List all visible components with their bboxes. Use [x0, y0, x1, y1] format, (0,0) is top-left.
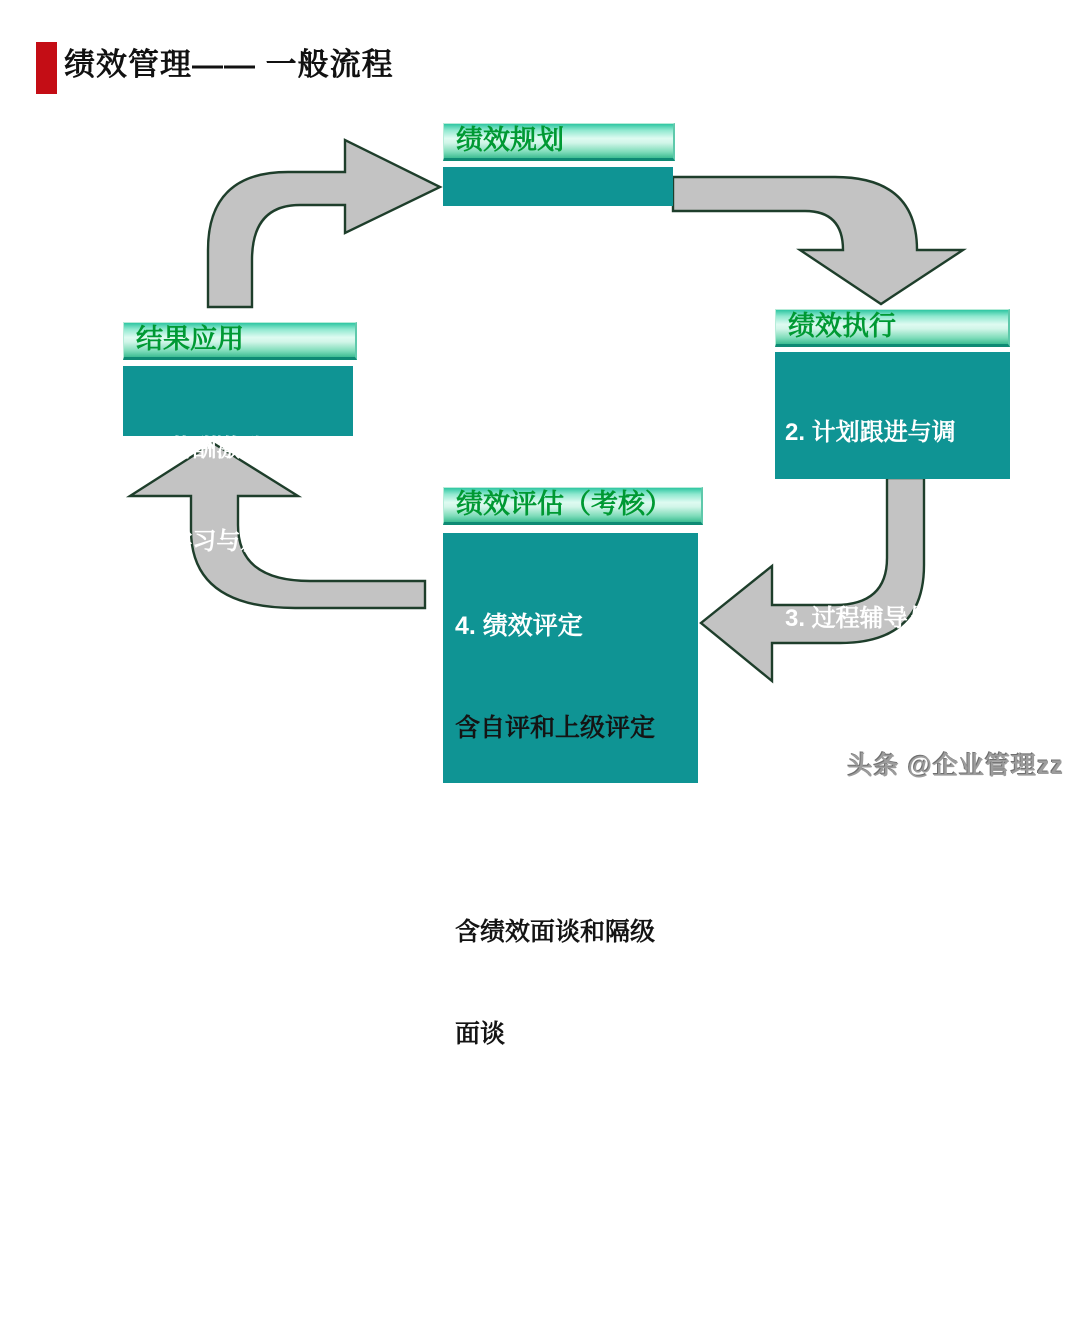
result-box-header: 结果应用 [123, 322, 357, 360]
execution-line: 3. 过程辅导与激 [785, 605, 956, 632]
arrow-right-down-icon [673, 177, 963, 304]
arrow-up-right-icon [208, 140, 440, 307]
planning-box-content [443, 167, 673, 277]
execution-box-header: 绩效执行 [775, 309, 1010, 347]
evaluation-line: 6．个人能力发展计 [455, 1122, 669, 1150]
execution-line: 整 [785, 512, 809, 539]
evaluation-line: 划 [455, 1224, 481, 1252]
execution-line: 励 [785, 698, 809, 725]
execution-box-content [775, 352, 1010, 725]
planning-line: 1. 制定工作计划 [455, 251, 619, 277]
planning-box-header: 绩效规划 [443, 123, 675, 161]
evaluation-line: 4. 绩效评定 [455, 612, 583, 640]
evaluation-line: 面谈 [455, 1020, 506, 1048]
watermark: 头条 @企业管理zz [847, 752, 1064, 780]
evaluation-line: 5. 绩效反馈 [455, 816, 583, 844]
execution-line: 2. 计划跟进与调 [785, 419, 956, 446]
evaluation-line: 含自评和上级评定 [455, 714, 656, 742]
result-box-content [123, 366, 353, 555]
evaluation-box-header: 绩效评估（考核） [443, 487, 703, 525]
result-line: 8. 学习与发展 [135, 528, 289, 555]
evaluation-line: 含绩效面谈和隔级 [455, 918, 656, 946]
page-title: 绩效管理—— 一般流程 [64, 47, 394, 82]
result-line: 7. 薪酬激励 [135, 435, 265, 462]
evaluation-box-content [443, 533, 698, 1252]
